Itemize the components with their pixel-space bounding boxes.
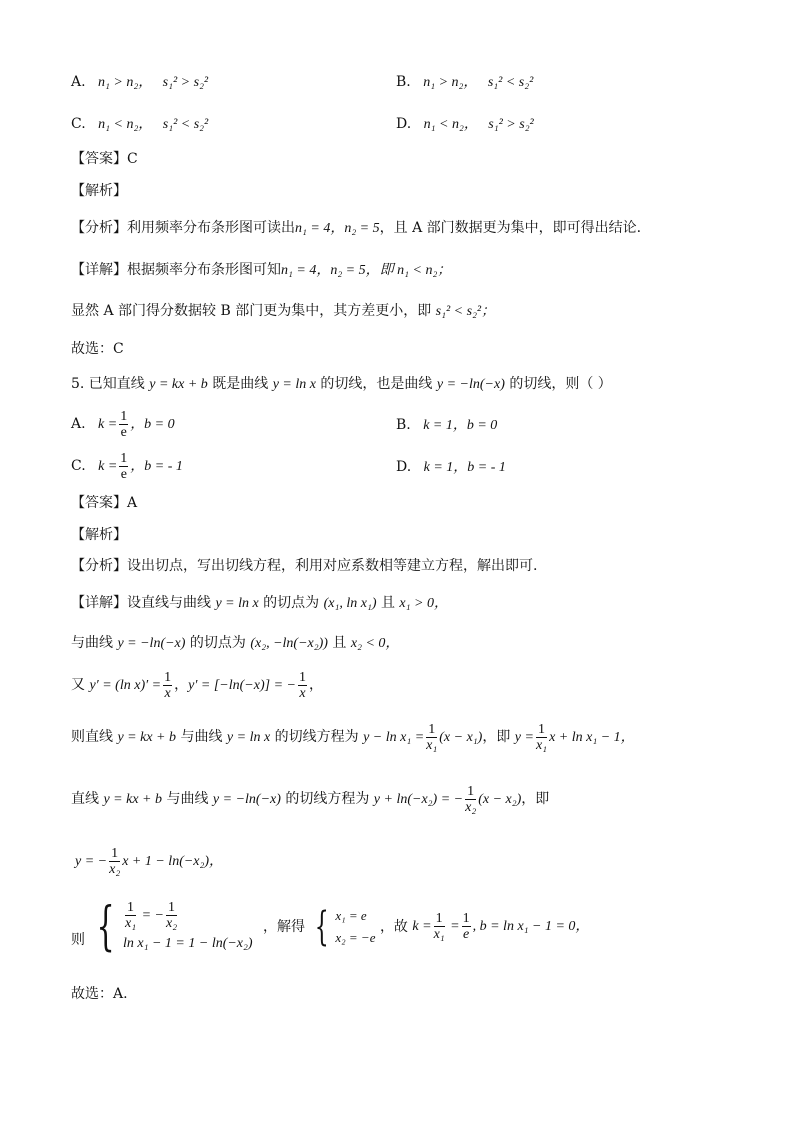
q5-step-2-a: 与曲线: [71, 635, 118, 651]
q5-step-6-frac: [109, 846, 120, 877]
q5-step-7-tail: , b = ln x₁ − 1 = 0，: [472, 919, 590, 934]
q5-step-4-paren: (x − x₁): [439, 730, 483, 745]
q5-fenxi-text: 设出切点，写出切线方程，利用对应系数相等建立方程，解出即可.: [127, 558, 538, 574]
q5-answer-tag: 【答案】: [71, 495, 127, 511]
q5-step-7-system: [123, 898, 253, 955]
q5-stem-curve1: y = ln x: [272, 377, 316, 392]
q5-step-2-curve: y = −ln(−x): [117, 636, 186, 651]
q5-step-5-c: 与曲线: [162, 791, 213, 807]
q4-xiangjie-tag: 【详解】: [71, 262, 127, 278]
q5-step-2-c: 的切点为: [185, 635, 251, 651]
q4-xiangjie: [71, 261, 451, 280]
q5-step-5-eq-left: y + ln(−x₂) = −: [373, 792, 464, 807]
q5-option-c-pre: k =: [98, 459, 118, 474]
q5-step-1-point: (x₁, ln x₁): [323, 596, 377, 611]
q5-step-7-eq2: ln x₁ − 1 = 1 − ln(−x₂): [123, 936, 253, 951]
q5-option-c-den: e: [120, 466, 127, 482]
q5-step-4-eq-left: y − ln x₁ =: [363, 730, 425, 745]
q4-variance-math: s₁² < s₂²；: [435, 304, 496, 319]
q5-step-5-curve: y = −ln(−x): [212, 792, 281, 807]
q5-step-3: [71, 668, 323, 703]
q5-stem-a: 5. 已知直线: [71, 376, 150, 392]
q5-analysis-tag: 【解析】: [71, 527, 127, 543]
q5-step-6-frac-num: 1: [109, 846, 120, 862]
q5-step-6: [75, 844, 223, 879]
q5-option-c-post: ，b = - 1: [130, 459, 183, 474]
q5-option-b-text: k = 1，b = 0: [423, 418, 498, 433]
q4-option-c-n: n₁ < n₂，: [98, 117, 153, 132]
q4-fenxi-text-c: ，且 A 部门数据更为集中，即可得出结论.: [379, 220, 642, 236]
q4-option-d-n: n₁ < n₂，: [423, 117, 478, 132]
q5-step-7-jiede: ，解得: [263, 918, 306, 935]
q5-step-6-y: y = −: [75, 854, 108, 869]
q5-step-4-frac1-den: x₁: [426, 737, 438, 753]
q5-step-5-frac-num: 1: [465, 784, 476, 800]
q5-stem-e: 的切线，也是曲线: [315, 376, 437, 392]
q5-step-2-point: (x₂, −ln(−x₂)): [250, 636, 328, 651]
q5-stem-g: 的切线，则（ ）: [504, 376, 612, 392]
q5-option-a-pre: k =: [98, 417, 118, 432]
q5-step-2-e: 且: [327, 635, 351, 651]
q5-stem-c: 既是曲线: [207, 376, 273, 392]
q5-step-7-sol1: x₁ = e: [335, 907, 367, 923]
q4-fenxi: [71, 219, 641, 238]
q4-option-a-letter: A.: [71, 74, 86, 90]
q5-option-a-fraction: [119, 409, 128, 440]
q5-step-3-end: ，: [308, 677, 323, 693]
q5-step-4-ji: ，即: [482, 729, 515, 745]
q4-answer: [71, 150, 138, 168]
system-left-brace: {: [96, 896, 116, 957]
q5-step-5-e: 的切线方程为: [280, 791, 374, 807]
solution-left-brace: {: [315, 903, 330, 950]
q5-step-7-eq1-frac2: [166, 900, 177, 931]
q5-step-2: [71, 634, 399, 653]
q5-step-4-curve: y = ln x: [226, 730, 271, 745]
q5-step-7-sol2: x₂ = −e: [335, 929, 376, 945]
q5-step-3-frac1: [163, 670, 172, 701]
q5-step-4-frac2: [536, 722, 547, 753]
q4-option-c-letter: C.: [71, 116, 86, 132]
q4-option-b: [396, 73, 533, 92]
q5-step-4-line: y = kx + b: [117, 730, 176, 745]
q5-step-7-eq1-frac1-num: 1: [125, 900, 136, 916]
q5-step-3-sep: ，: [174, 677, 189, 693]
q5-option-c-letter: C.: [71, 458, 86, 474]
q4-option-d-s: s₁² > s₂²: [488, 117, 534, 132]
q5-step-4-a: 则直线: [71, 729, 118, 745]
q5-step-3-frac1-den: x: [164, 685, 171, 701]
q4-variance-text: 显然 A 部门得分数据较 B 部门更为集中，其方差更小，即: [71, 303, 436, 319]
q5-step-1-curve: y = ln x: [215, 596, 259, 611]
q4-option-b-s: s₁² < s₂²: [487, 75, 534, 90]
q5-step-1-cond: x₁ > 0，: [399, 596, 448, 611]
q5-step-5-paren: (x − x₂): [478, 792, 522, 807]
q4-answer-tag: 【答案】: [71, 151, 127, 167]
q4-option-a-n: n₁ > n₂，: [98, 75, 153, 90]
q5-step-7-eq1-frac2-den: x₂: [166, 915, 178, 931]
q5-step-3-frac2: [298, 670, 307, 701]
q4-option-d: [396, 115, 534, 134]
q5-fenxi: [71, 557, 537, 575]
q5-step-7-k-frac2-den: e: [463, 926, 470, 942]
q5-option-c: [71, 449, 183, 484]
q5-step-2-cond: x₂ < 0，: [350, 636, 400, 651]
q5-step-5-frac-den: x₂: [465, 799, 477, 815]
q5-option-c-num: 1: [120, 450, 128, 466]
q5-step-1: [71, 594, 448, 613]
q5-step-7-gu: ，故: [379, 918, 408, 935]
q4-xiangjie-text: 根据频率分布条形图可知: [127, 262, 281, 278]
q4-option-a: [71, 73, 208, 92]
q5-step-4-frac2-num: 1: [536, 722, 547, 738]
q4-answer-value: C: [127, 151, 138, 167]
q5-option-a: [71, 407, 175, 442]
q4-conclusion: 故选：C: [71, 341, 124, 357]
q5-xiangjie-tag: 【详解】: [71, 595, 127, 611]
q5-step-1-e: 且: [376, 595, 400, 611]
q5-step-4: [71, 720, 635, 755]
q5-conclusion: 故选：A.: [71, 986, 128, 1002]
q5-step-7-eq1-frac2-num: 1: [166, 900, 177, 916]
q5-stem: [71, 375, 612, 394]
q5-step-7-eq1-mid: = −: [138, 908, 164, 923]
q5-step-4-frac1: [426, 722, 437, 753]
q4-analysis-tag: 【解析】: [71, 183, 127, 199]
q5-step-7-k-frac1: [434, 911, 445, 942]
q5-option-d-text: k = 1，b = - 1: [423, 460, 506, 475]
q5-answer: [71, 494, 137, 512]
q5-step-1-c: 的切点为: [258, 595, 324, 611]
q4-fenxi-tag: 【分析】: [71, 220, 127, 236]
q5-stem-line-eq: y = kx + b: [149, 377, 208, 392]
q5-step-3-frac1-num: 1: [164, 669, 172, 685]
q5-option-c-fraction: [119, 451, 128, 482]
q4-fenxi-text-a: 利用频率分布条形图可读出: [127, 220, 295, 236]
q5-option-a-num: 1: [120, 408, 128, 424]
q5-option-b-letter: B.: [396, 417, 411, 433]
q5-option-a-post: ，b = 0: [130, 417, 175, 432]
q4-option-b-letter: B.: [396, 74, 411, 90]
q4-fenxi-math: n₁ = 4，n₂ = 5: [295, 221, 380, 236]
q4-xiangjie-math: n₁ = 4，n₂ = 5，即 n₁ < n₂；: [281, 263, 452, 278]
q5-option-b: [396, 416, 497, 435]
q5-step-5-line: y = kx + b: [103, 792, 162, 807]
q5-step-3-frac2-den: x: [299, 685, 306, 701]
q5-answer-value: A: [127, 495, 138, 511]
q5-step-6-frac-den: x₂: [109, 861, 121, 877]
q5-step-4-c: 与曲线: [176, 729, 227, 745]
q5-option-a-den: e: [120, 424, 127, 440]
q5-option-a-letter: A.: [71, 416, 86, 432]
q5-step-7-k: k =: [412, 919, 432, 934]
q4-variance-line: [71, 302, 495, 321]
q5-step-5-ji: ，即: [521, 791, 550, 807]
q4-option-c-s: s₁² < s₂²: [162, 117, 209, 132]
q4-option-c: [71, 115, 208, 134]
q5-step-7-solution: [335, 905, 375, 949]
q5-step-4-frac1-num: 1: [426, 722, 437, 738]
q5-step-7-k-expr: [412, 909, 589, 944]
q5-step-7-eqsign: =: [446, 919, 460, 934]
q4-option-a-s: s₁² > s₂²: [162, 75, 209, 90]
q5-step-7-eq1-frac1: [125, 900, 136, 931]
q5-step-3-deriv1: y′ = (ln x)′ =: [89, 678, 162, 693]
q5-step-7-k-frac2-num: 1: [462, 910, 470, 926]
q5-step-5-a: 直线: [71, 791, 104, 807]
q5-step-4-frac2-den: x₁: [535, 737, 548, 753]
q5-stem-curve2: y = −ln(−x): [436, 377, 505, 392]
q4-option-d-letter: D.: [396, 116, 412, 132]
q5-step-7-ze: 则: [71, 931, 85, 948]
q5-option-d: [396, 458, 506, 477]
q5-step-5-frac: [465, 784, 476, 815]
q5-step-3-frac2-num: 1: [298, 669, 306, 685]
q5-step-3-a: 又: [71, 677, 90, 693]
q5-step-7-eq1: [123, 898, 253, 933]
q5-step-4-y: y =: [514, 730, 534, 745]
q5-step-4-e: 的切线方程为: [270, 729, 364, 745]
q5-step-5: [71, 782, 549, 817]
q5-option-d-letter: D.: [396, 459, 412, 475]
q5-step-7-eq1-frac1-den: x₁: [125, 915, 137, 931]
q5-step-7-k-frac1-num: 1: [434, 911, 445, 927]
q4-option-b-n: n₁ > n₂，: [423, 75, 478, 90]
q5-step-6-tail: x + 1 − ln(−x₂)，: [122, 854, 224, 869]
q5-step-4-tail: x + ln x₁ − 1，: [549, 730, 635, 745]
q5-step-7-k-frac2: [462, 911, 471, 942]
q5-fenxi-tag: 【分析】: [71, 558, 127, 574]
q5-step-3-deriv2: y′ = [−ln(−x)] = −: [188, 678, 296, 693]
q5-step-7: [71, 898, 589, 968]
q5-step-7-k-frac1-den: x₁: [433, 926, 445, 942]
q5-step-1-a: 设直线与曲线: [127, 595, 216, 611]
